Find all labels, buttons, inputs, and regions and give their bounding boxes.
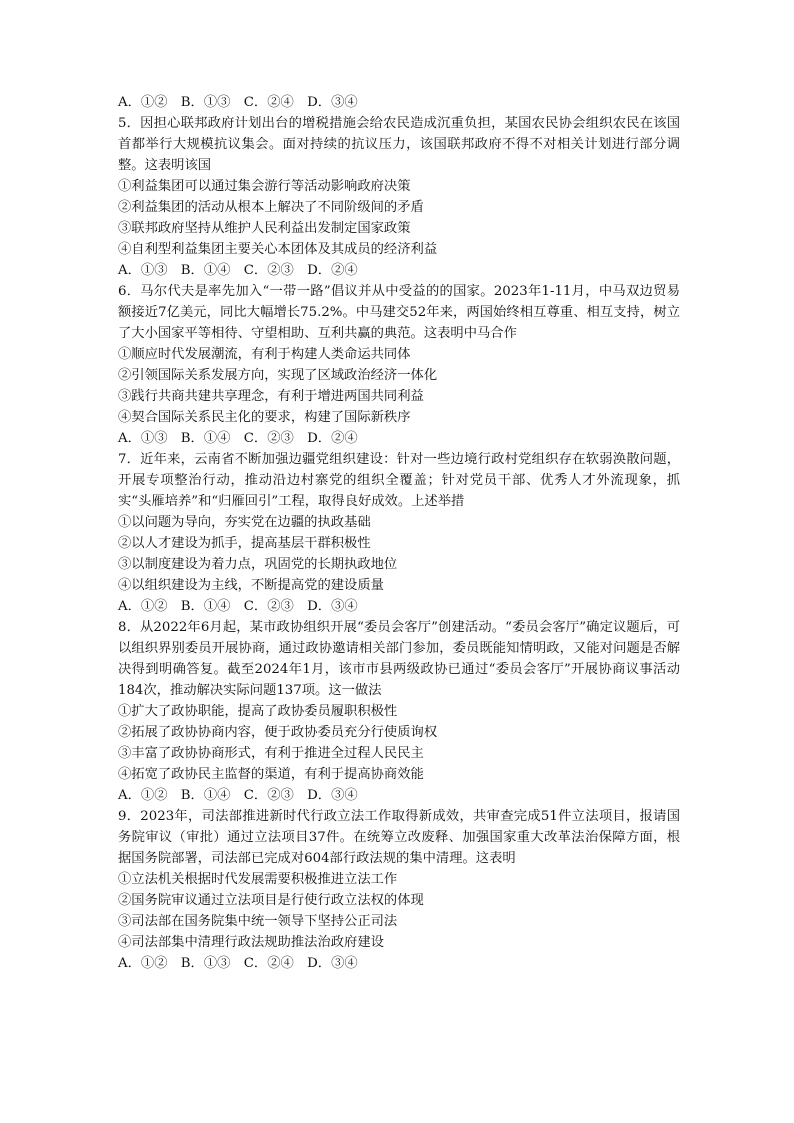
- option-1: ①利益集团可以通过集会游行等活动影响政府决策: [118, 179, 411, 194]
- answer-options: A．①② B．①④ C．②③ D．③④: [118, 599, 358, 614]
- question-stem: 7．近年来，云南省不断加强边疆党组织建设：针对一些边境行政村党组织存在软弱涣散问题，开展专项整治行动，推动沿边村寨党的组织全覆盖；针对党员干部、优秀人才外流现象，抓实“头雁培养”和“归雁回引”工程，取得良好成效。上述举措: [118, 452, 680, 509]
- option-4: ④契合国际关系民主化的要求，构建了国际新秩序: [118, 410, 411, 425]
- question-stem: 6．马尔代夫是率先加入“一带一路”倡议并从中受益的的国家。2023年1-11月，中马双边贸易额接近7亿美元，同比大幅增长75.2%。中马建交52年来，两国始终相互尊重、相互支持，树立了大小国家平等相待、守望相助、互利共赢的典范。这表明中马合作: [118, 284, 680, 341]
- answer-options: A．①③ B．①④ C．②③ D．②④: [118, 263, 358, 278]
- question-stem: 5．因担心联邦政府计划出台的增税措施会给农民造成沉重负担，某国农民协会组织农民在该国首都举行大规模抗议集会。面对持续的抗议压力，该国联邦政府不得不对相关计划进行部分调整。这表明该国: [118, 116, 680, 173]
- option-4: ④司法部集中清理行政法规助推法治政府建设: [118, 935, 384, 950]
- option-1: ①立法机关根据时代发展需要积极推进立法工作: [118, 872, 398, 887]
- option-1: ①以问题为导向，夯实党在边疆的执政基础: [118, 515, 371, 530]
- question-content: [118, 92, 680, 974]
- option-3: ③践行共商共建共享理念，有利于增进两国共同利益: [118, 389, 424, 404]
- option-2: ②引领国际关系发展方向，实现了区域政治经济一体化: [118, 368, 438, 383]
- option-4: ④自利型利益集团主要关心本团体及其成员的经济利益: [118, 242, 438, 257]
- question-6: [118, 281, 680, 449]
- question-stem: 9．2023年，司法部推进新时代行政立法工作取得新成效，共审查完成51件立法项目，报请国务院审议（审批）通过立法项目37件。在统筹立改废释、加强国家重大改革法治保障方面，根据国务院部署，司法部已完成对604部行政法规的集中清理。这表明: [118, 809, 680, 866]
- option-2: ②国务院审议通过立法项目是行使行政立法权的体现: [118, 893, 424, 908]
- answer-options: A．①② B．①④ C．②③ D．③④: [118, 788, 358, 803]
- option-4: ④以组织建设为主线，不断提高党的建设质量: [118, 578, 384, 593]
- question-stem: 8．从2022年6月起，某市政协组织开展“委员会客厅”创建活动。“委员会客厅”确定议题后，可以组织界别委员开展协商，通过政协邀请相关部门参加，委员既能知情明政，又能对问题是否解决得到明确答复。截至2024年1月，该市市县两级政协已通过“委员会客厅”开展协商议事活动184次，推动解决实际问题137项。这一做法: [118, 620, 680, 698]
- answer-options: A．①② B．①③ C．②④ D．③④: [118, 95, 358, 110]
- answer-options: A．①② B．①③ C．②④ D．③④: [118, 956, 358, 971]
- answer-options: A．①③ B．①④ C．②③ D．②④: [118, 431, 358, 446]
- question-8: [118, 617, 680, 806]
- option-4: ④拓宽了政协民主监督的渠道，有利于提高协商效能: [118, 767, 424, 782]
- question-5: [118, 113, 680, 281]
- question-9: [118, 806, 680, 974]
- option-2: ②利益集团的活动从根本上解决了不同阶级间的矛盾: [118, 200, 424, 215]
- option-3: ③司法部在国务院集中统一领导下坚持公正司法: [118, 914, 398, 929]
- option-3: ③联邦政府坚持从维护人民利益出发制定国家政策: [118, 221, 411, 236]
- option-1: ①扩大了政协职能，提高了政协委员履职积极性: [118, 704, 398, 719]
- option-3: ③丰富了政协协商形式，有利于推进全过程人民民主: [118, 746, 424, 761]
- option-2: ②拓展了政协协商内容，便于政协委员充分行使质询权: [118, 725, 438, 740]
- option-3: ③以制度建设为着力点，巩固党的长期执政地位: [118, 557, 398, 572]
- option-1: ①顺应时代发展潮流，有利于构建人类命运共同体: [118, 347, 411, 362]
- option-2: ②以人才建设为抓手，提高基层干群积极性: [118, 536, 371, 551]
- question-7: [118, 449, 680, 617]
